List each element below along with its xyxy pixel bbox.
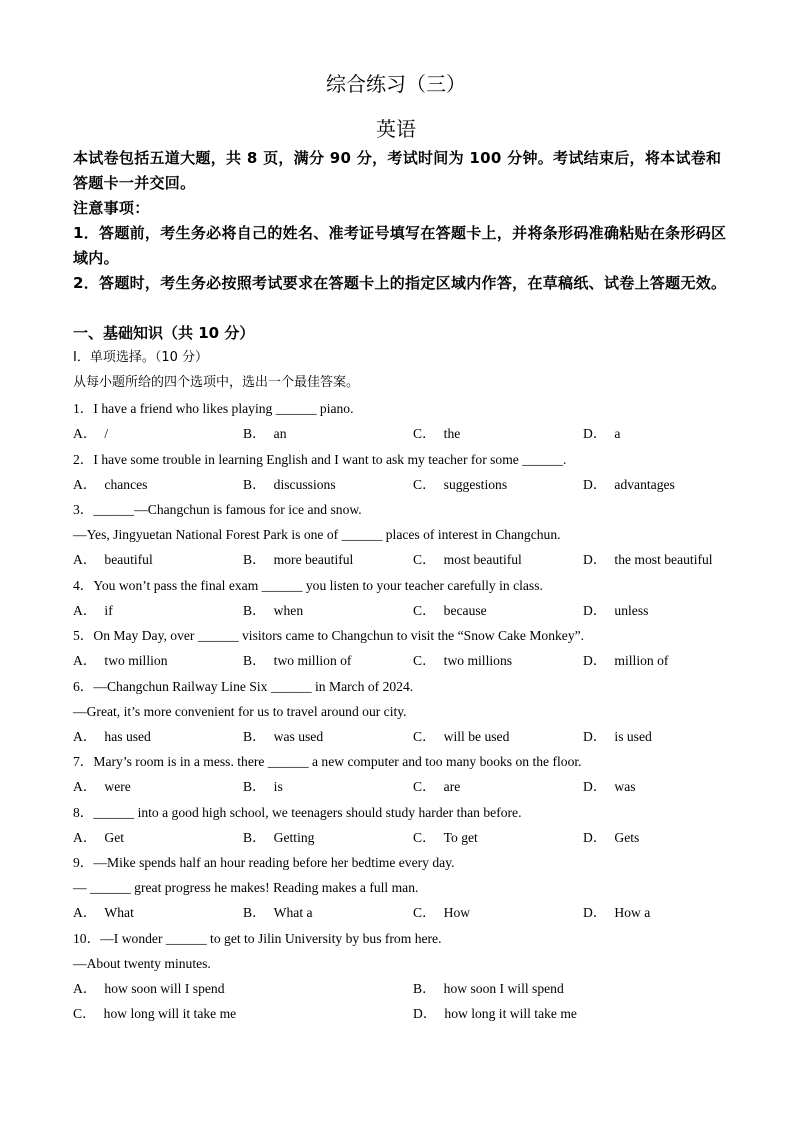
question-10-option-a[interactable]: A． how soon will I spend [73, 981, 225, 996]
notice-item-1: 1．答题前，考生务必将自己的姓名、准考证号填写在答题卡上，并将条形码准确粘贴在条形码区域内。 [73, 224, 727, 267]
question-1-option-d[interactable]: D． a [583, 426, 621, 441]
question-7-option-d[interactable]: D． was [583, 779, 636, 794]
question-7-stem: 7．Mary’s room is in a mess. there ______ a new computer and too many books on the floor. [73, 754, 582, 769]
question-2-stem: 2．I have some trouble in learning English and I want to ask my teacher for some ______. [73, 452, 567, 467]
question-9-option-b[interactable]: B． What a [243, 905, 313, 920]
question-4-option-d[interactable]: D． unless [583, 603, 649, 618]
question-2-option-b[interactable]: B． discussions [243, 477, 336, 492]
question-7-option-a[interactable]: A． were [73, 779, 131, 794]
question-7-option-c[interactable]: C． are [413, 779, 461, 794]
question-5-option-c[interactable]: C． two millions [413, 653, 513, 668]
question-5-option-a[interactable]: A． two million [73, 653, 168, 668]
question-9-option-a[interactable]: A． What [73, 905, 134, 920]
question-8-option-c[interactable]: C． To get [413, 830, 478, 845]
question-9-option-c[interactable]: C． How [413, 905, 471, 920]
question-9-option-d[interactable]: D． How a [583, 905, 651, 920]
question-2-option-a[interactable]: A． chances [73, 477, 148, 492]
question-1-option-b[interactable]: B． an [243, 426, 287, 441]
question-8-option-b[interactable]: B． Getting [243, 830, 315, 845]
question-4-option-c[interactable]: C． because [413, 603, 487, 618]
section-title: 一、基础知识（共 10 分） [73, 324, 255, 342]
question-4-stem: 4．You won’t pass the final exam ______ you listen to your teacher carefully in class. [73, 578, 543, 593]
question-2-option-d[interactable]: D． advantages [583, 477, 675, 492]
notice-title: 注意事项： [73, 199, 150, 217]
subsection-title: Ⅰ．单项选择。（10 分） [73, 350, 209, 365]
exam-title: 综合练习（三） [326, 72, 466, 96]
question-8-option-a[interactable]: A． Get [73, 830, 125, 845]
question-4-option-a[interactable]: A． if [73, 603, 113, 618]
question-2-option-c[interactable]: C． suggestions [413, 477, 508, 492]
question-6-option-d[interactable]: D． is used [583, 729, 652, 744]
question-7-option-b[interactable]: B． is [243, 779, 283, 794]
question-5-option-b[interactable]: B． two million of [243, 653, 352, 668]
question-6-option-a[interactable]: A． has used [73, 729, 151, 744]
section-instruction: 从每小题所给的四个选项中，选出一个最佳答案。 [73, 375, 360, 390]
question-10-stem-2: —About twenty minutes. [73, 956, 211, 971]
question-6-option-c[interactable]: C． will be used [413, 729, 510, 744]
exam-intro: 本试卷包括五道大题，共 8 页，满分 90 分，考试时间为 100 分钟。考试结束后，将本试卷和答题卡一并交回。 [73, 149, 722, 192]
question-3-option-d[interactable]: D． the most beautiful [583, 552, 713, 567]
question-3-option-b[interactable]: B． more beautiful [243, 552, 354, 567]
question-10-option-b[interactable]: B． how soon I will spend [413, 981, 564, 996]
question-1-option-c[interactable]: C． the [413, 426, 461, 441]
question-10-option-d[interactable]: D． how long it will take me [413, 1006, 577, 1021]
question-6-stem: 6．—Changchun Railway Line Six ______ in March of 2024. [73, 679, 414, 694]
question-3-option-a[interactable]: A． beautiful [73, 552, 153, 567]
question-1-option-a[interactable]: A． / [73, 426, 109, 441]
question-9-stem: 9．—Mike spends half an hour reading before her bedtime every day. [73, 855, 455, 870]
question-6-stem-2: —Great, it’s more convenient for us to travel around our city. [73, 704, 407, 719]
question-8-option-d[interactable]: D． Gets [583, 830, 640, 845]
question-6-option-b[interactable]: B． was used [243, 729, 324, 744]
question-8-stem: 8．______ into a good high school, we teenagers should study harder than before. [73, 805, 522, 820]
question-9-stem-2: — ______ great progress he makes! Reading makes a full man. [73, 880, 419, 895]
question-3-stem: 3．______—Changchun is famous for ice and snow. [73, 502, 362, 517]
question-10-stem: 10．—I wonder ______ to get to Jilin University by bus from here. [73, 931, 442, 946]
question-10-option-c[interactable]: C． how long will it take me [73, 1006, 237, 1021]
question-3-option-c[interactable]: C． most beautiful [413, 552, 522, 567]
question-3-stem-2: —Yes, Jingyuetan National Forest Park is one of ______ places of interest in Changchun. [73, 527, 561, 542]
question-4-option-b[interactable]: B． when [243, 603, 304, 618]
subject-title: 英语 [376, 117, 416, 141]
question-5-stem: 5．On May Day, over ______ visitors came to Changchun to visit the “Snow Cake Monkey”. [73, 628, 585, 643]
question-1-stem: 1．I have a friend who likes playing ______ piano. [73, 401, 354, 416]
notice-item-2: 2．答题时，考生务必按照考试要求在答题卡上的指定区域内作答，在草稿纸、试卷上答题无效。 [73, 274, 727, 292]
question-5-option-d[interactable]: D． million of [583, 653, 669, 668]
